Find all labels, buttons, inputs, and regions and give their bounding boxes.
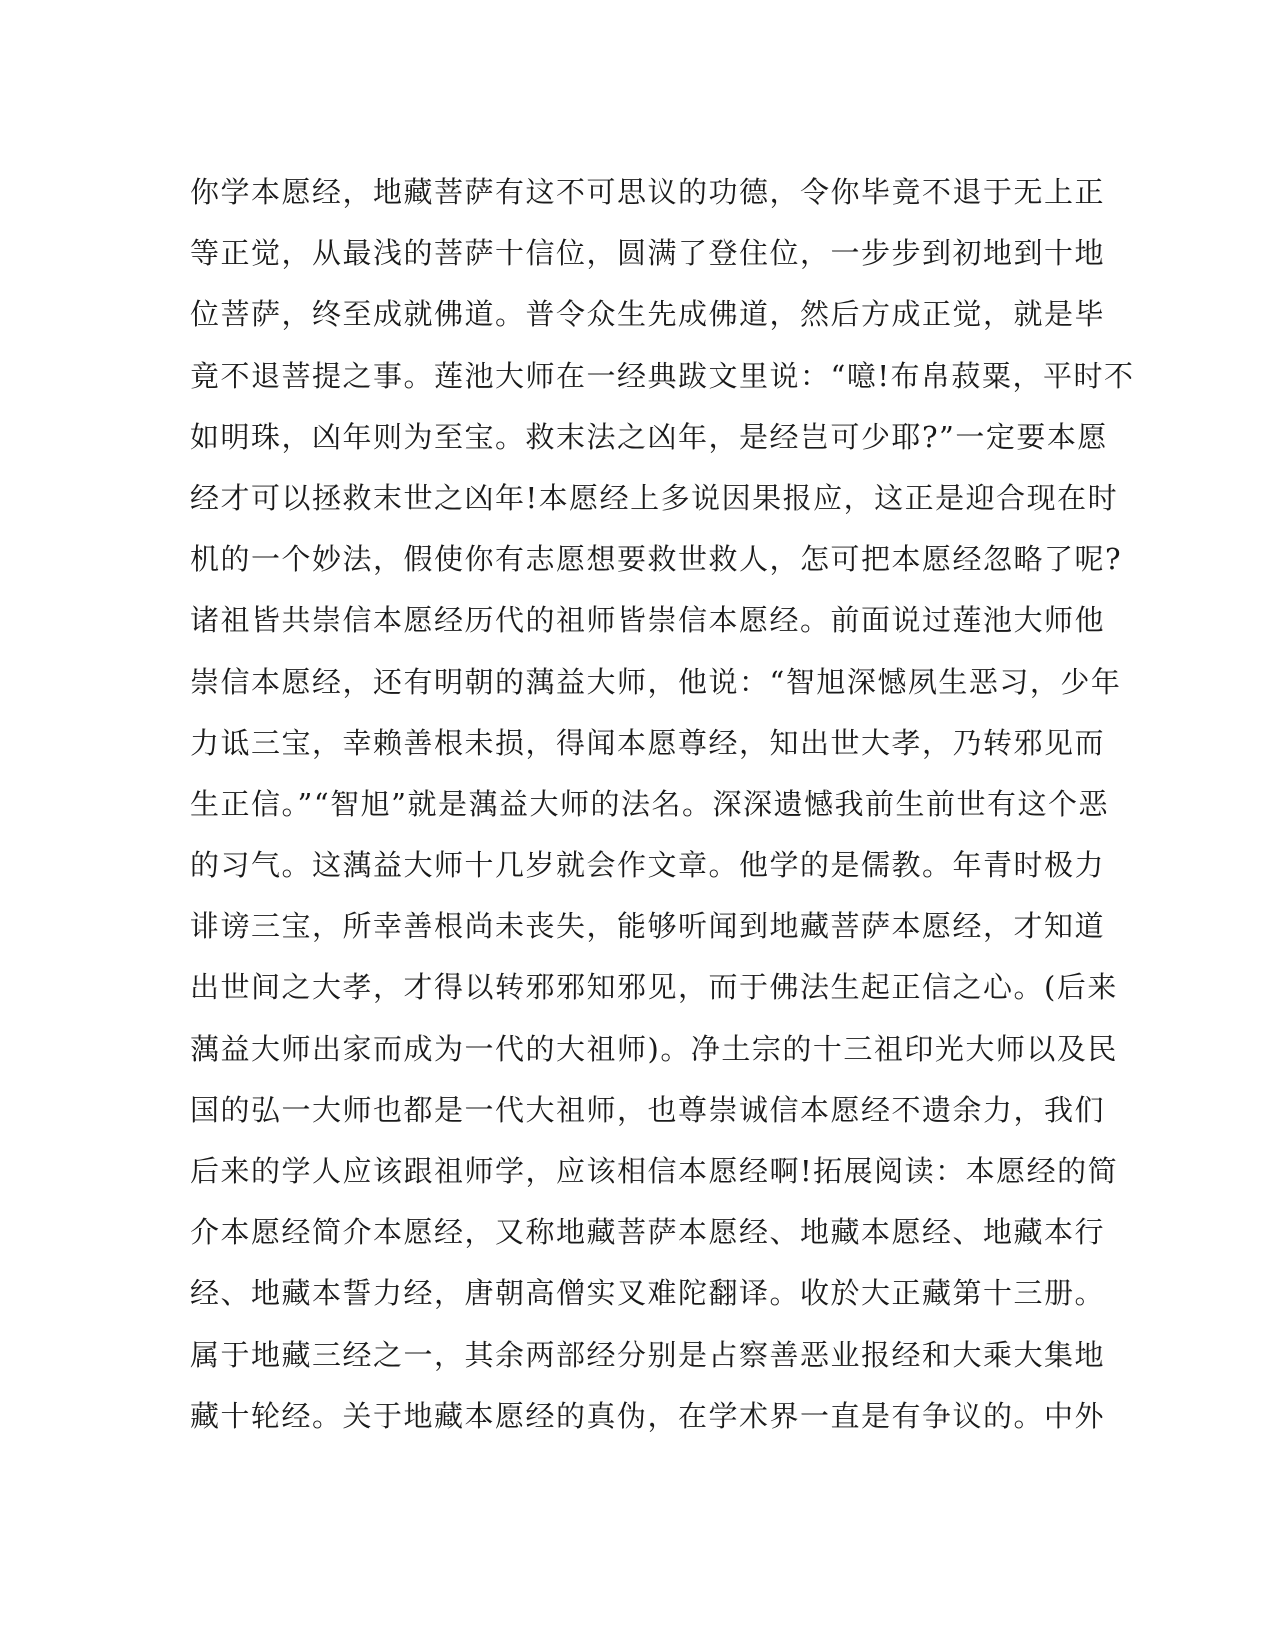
text-line: 诽谤三宝，所幸善根尚未丧失，能够听闻到地藏菩萨本愿经，才知道 <box>190 909 1106 944</box>
text-line: 经、地藏本誓力经，唐朝高僧实叉难陀翻译。收於大正藏第十三册。 <box>190 1276 1106 1311</box>
text-line: 藏十轮经。关于地藏本愿经的真伪，在学术界一直是有争议的。中外 <box>190 1398 1106 1433</box>
text-line: 蕅益大师出家而成为一代的大祖师)。净土宗的十三祖印光大师以及民 <box>190 1031 1118 1066</box>
text-line: 经才可以拯救末世之凶年!本愿经上多说因果报应，这正是迎合现在时 <box>190 480 1119 515</box>
text-line: 你学本愿经，地藏菩萨有这不可思议的功德，令你毕竟不退于无上正 <box>190 175 1106 209</box>
body-text <box>190 162 1135 1447</box>
text-line: 的习气。这蕅益大师十几岁就会作文章。他学的是儒教。年青时极力 <box>190 848 1106 883</box>
text-line: 崇信本愿经，还有明朝的蕅益大师，他说：“智旭深憾夙生恶习，少年 <box>190 664 1122 699</box>
text-line: 位菩萨，终至成就佛道。普令众生先成佛道，然后方成正觉，就是毕 <box>190 297 1106 332</box>
text-line: 属于地藏三经之一，其余两部经分别是占察善恶业报经和大乘大集地 <box>190 1337 1106 1372</box>
text-line: 等正觉，从最浅的菩萨十信位，圆满了登住位，一步步到初地到十地 <box>190 236 1106 271</box>
text-line: 出世间之大孝，才得以转邪邪知邪见，而于佛法生起正信之心。(后来 <box>190 970 1118 1005</box>
text-line: 后来的学人应该跟祖师学，应该相信本愿经啊!拓展阅读：本愿经的简 <box>190 1154 1119 1188</box>
text-line: 竟不退菩提之事。莲池大师在一经典跋文里说：“噫!布帛菽粟，平时不 <box>190 358 1135 393</box>
text-line: 力诋三宝，幸赖善根未损，得闻本愿尊经，知出世大孝，乃转邪见而 <box>190 725 1106 760</box>
text-line: 如明珠，凶年则为至宝。救末法之凶年，是经岂可少耶?”一定要本愿 <box>190 419 1108 454</box>
text-line: 介本愿经简介本愿经，又称地藏菩萨本愿经、地藏本愿经、地藏本行 <box>190 1215 1106 1250</box>
text-line: 诸祖皆共崇信本愿经历代的祖师皆崇信本愿经。前面说过莲池大师他 <box>190 603 1106 638</box>
text-line: 国的弘一大师也都是一代大祖师，也尊崇诚信本愿经不遗余力，我们 <box>190 1092 1106 1127</box>
text-line: 生正信。”“智旭”就是蕅益大师的法名。深深遗憾我前生前世有这个恶 <box>190 786 1109 821</box>
text-line: 机的一个妙法，假使你有志愿想要救世救人，怎可把本愿经忽略了呢? <box>190 542 1123 577</box>
